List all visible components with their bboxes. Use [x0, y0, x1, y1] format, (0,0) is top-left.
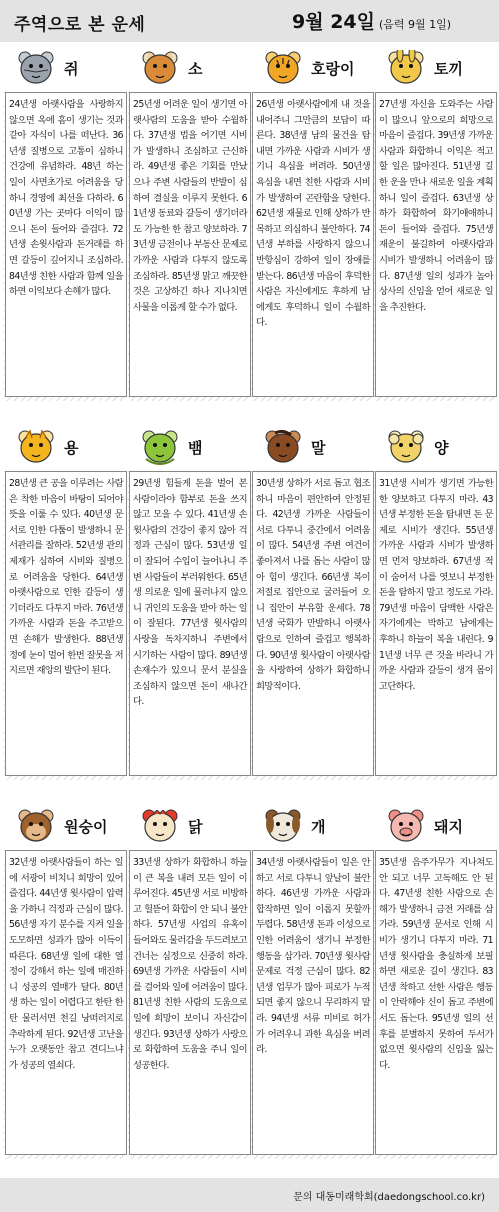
zodiac-name: 말: [311, 439, 326, 457]
rabbit-icon: [386, 50, 426, 86]
contact-info: 문의 대동미래학회(daedongschool.co.kr): [293, 1192, 485, 1203]
page-title: 주역으로 본 운세: [14, 15, 146, 35]
fortune-text: 31년생 시비가 생기면 가능한 한 양보하고 다투지 마라. 43년생 부정한 돈을 탐내면 돈 문제로 시비가 생긴다. 55년생 가까운 사람과 시비가 발생하면 먼저 양보하라. 67년생 적이 숨어서 나를 엿보니 부정한 돈을 탐하지 말고 정도로 가라. 79년생 마음이 담백한 사람은 자기에게는 박하고 남에게는 후하니 하늘이 복을 내린다. 91년생 너무 큰 것을 바라니 가까운 사람과 갈등이 생겨 몸이 고단하다.: [379, 478, 493, 692]
zodiac-header: [4, 48, 125, 88]
fortune-box: [129, 92, 251, 397]
fortune-box: [5, 850, 127, 1155]
fortune-panel: [374, 471, 497, 780]
zodiac-name: 토끼: [434, 60, 463, 78]
fortune-panel: [374, 850, 497, 1159]
zodiac-header: [4, 427, 125, 467]
fortune-box: [252, 850, 374, 1155]
monkey-icon: [16, 808, 56, 844]
fortune-box: [375, 850, 497, 1155]
fortune-text: 32년생 아랫사람들이 하는 일에 서광이 비치니 희망이 있어 즐겁다. 44년생 윗사람이 압력을 가하니 걱정과 근심이 많다. 56년생 자기 분수를 지켜 일을 도모하면 성과가 많아 이득이 따른다. 68년생 일에 대한 열정이 강해서 하는 일에 매진하니 성공의 열매가 달다. 80년생 하는 일이 어렵다고 한탄 한탄 물러서면 천길 낭떠러지로 추락하게 된다. 92년생 고난을 누가 오랫동안 참고 견디느냐가 성공의 열쇠다.: [9, 857, 123, 1071]
zodiac-name: 닭: [188, 818, 203, 836]
tiger-icon: [263, 50, 303, 86]
fortune-panel: [128, 92, 251, 401]
rooster-icon: [140, 808, 180, 844]
sheep-icon: [386, 429, 426, 465]
fortune-box: [252, 471, 374, 776]
pig-icon: [386, 808, 426, 844]
fortune-panel: [251, 471, 374, 780]
fortune-text: 27년생 자신을 도와주는 사람이 많으니 앞으로의 희망으로 마음이 즐겁다. 39년생 가까운 사람과 화합하니 이익은 적고 할 일은 많아진다. 51년생 길한 운을 만나 새로운 일을 계획하니 일이 즐겁다. 63년생 상하가 화합하여 화기애애하니 돈이 들어와 즐겁다. 75년생 재운이 불길하여 아랫사람과 시비가 발생하니 어려움이 많다. 87년생 일의 성과가 높아 상사의 신임을 얻어 새로운 일을 추진한다.: [379, 99, 493, 313]
fortune-panel: [251, 850, 374, 1159]
zodiac-header: [4, 806, 125, 846]
zodiac-header: [251, 48, 372, 88]
fortune-box: [129, 471, 251, 776]
fortune-text: 34년생 아랫사람들이 일은 안 하고 서로 다투니 앞날이 불안하다. 46년생 가까운 사람과 합작하면 일이 이롭지 못할까 두렵다. 58년생 돈과 이성으로 인한 어려움이 생기니 부정한 행동을 삼가라. 70년생 윗사람 문제로 걱정 근심이 많다. 82년생 업무가 많아 피로가 누적되면 좋지 않으니 무리하지 말라. 94년생 서류 미비로 허가가 어려우니 과한 욕심을 버려라.: [256, 857, 370, 1056]
horse-icon: [263, 429, 303, 465]
zodiac-header: [374, 48, 495, 88]
fortune-text: 35년생 음주가무가 지나쳐도 안 되고 너무 고독해도 안 된다. 47년생 친한 사람으로 손해가 발생하니 금전 거래를 삼가라. 59년생 문서로 인해 시비가 생기니 다투지 마라. 71년생 윗사람을 충실하게 보필하면 새로운 길이 생긴다. 83년생 착하고 선한 사람은 행동이 안락해야 신이 돕고 주변에서도 돕는다. 95년생 일의 선후를 분별하지 못하여 두서가 없으면 윗사람의 신임을 잃는다.: [379, 857, 493, 1071]
zodiac-name: 돼지: [434, 818, 463, 836]
fortune-panel: [4, 850, 127, 1159]
zodiac-row: [0, 806, 499, 1166]
rat-icon: [16, 50, 56, 86]
fortune-text: 28년생 큰 공을 이루려는 사람은 착한 마음이 바탕이 되어야 뜻을 이룰 수 있다. 40년생 문서로 인한 다툼이 발생하니 문서관리를 잘하라. 52년생 관의 제재가 심하여 시비와 질병으로 어려움을 당한다. 64년생 아랫사람으로 인한 갈등이 생기더라도 다투지 마라. 76년생 가까운 사람과 돈을 주고받으면 손해가 발생한다. 88년생 정에 눈이 멀어 한번 잘못을 저지르면 재앙의 발단이 된다.: [9, 478, 123, 677]
snake-icon: [140, 429, 180, 465]
fortune-panel: [251, 92, 374, 401]
zodiac-header: [374, 427, 495, 467]
zodiac-header: [251, 806, 372, 846]
zodiac-name: 뱀: [188, 439, 203, 457]
ox-icon: [140, 50, 180, 86]
date-line: [292, 7, 451, 34]
header-bar: [0, 0, 499, 42]
fortune-text: 26년생 아랫사람에게 내 것을 내어주니 그만큼의 보답이 따른다. 38년생 남의 물건을 탐내면 가까운 사람과 시비가 생기니 욕심을 버려라. 50년생 욕심을 내면 친한 사람과 시비가 발생하여 곤란함을 당한다. 62년생 재물로 인해 상하가 반목하고 의심하니 불안하다. 74년생 부하를 사랑하지 않으니 반항심이 강하여 일이 장애를 받는다. 86년생 마음이 후덕한 사람은 자신에게도 후하게 남에게도 후덕하니 일이 수월하다.: [256, 99, 370, 329]
fortune-box: [129, 850, 251, 1155]
fortune-text: 25년생 어려운 일이 생기면 아랫사람의 도움을 받아 수월하다. 37년생 법을 어기면 시비가 발생하니 조심하고 근신하라. 49년생 좋은 기회를 만났으나 주변 사람들의 반발이 심하여 결실을 이루지 못한다. 61년생 동료와 갈등이 생기더라도 가능한 한 참고 양보하라. 73년생 금전이나 부동산 문제로 가까운 사람과 다투지 않도록 조심하라. 85년생 맑고 깨끗한 것은 고상하긴 하나 지나치면 사물을 이롭게 할 수가 없다.: [133, 99, 247, 313]
lunar-date: (음력 9월 1일): [378, 18, 452, 31]
fortune-box: [5, 92, 127, 397]
zodiac-header: [128, 48, 249, 88]
zodiac-name: 쥐: [64, 60, 79, 78]
zodiac-header: [251, 427, 372, 467]
zodiac-name: 원숭이: [64, 818, 108, 836]
dog-icon: [263, 808, 303, 844]
fortune-panel: [128, 850, 251, 1159]
footer-bar: [0, 1178, 499, 1212]
fortune-text: 24년생 아랫사람을 사랑하지 않으면 옥에 흠이 생기는 것과 같아 자식이 나를 떠난다. 36년생 질병으로 고통이 심하니 건강에 유념하라. 48년 하는 일이 사면초가로 어려움을 당하니 경영에 최선을 다하라. 60년생 가는 곳마다 이익이 많으니 돈이 들어와 즐겁다. 72년생 손윗사람과 돈거래를 하면 갈등이 깊어지니 조심하라. 84년생 친한 사람과 함께 일을 하면 이익보다 손해가 많다.: [9, 99, 123, 298]
zodiac-header: [128, 806, 249, 846]
zodiac-name: 양: [434, 439, 449, 457]
fortune-box: [5, 471, 127, 776]
dragon-icon: [16, 429, 56, 465]
fortune-box: [252, 92, 374, 397]
zodiac-name: 용: [64, 439, 79, 457]
zodiac-row: [0, 48, 499, 408]
solar-date: 9월 24일: [292, 11, 375, 33]
fortune-panel: [4, 92, 127, 401]
fortune-text: 30년생 상하가 서로 돕고 협조하니 마음이 편안하여 안정된다. 42년생 가까운 사람들이 서로 다투니 중간에서 어려움이 많다. 54년생 주변 여건이 좋아져서 나를 돕는 사람이 많아 힘이 생긴다. 66년생 복이 저절로 집안으로 굴러들어 오니 집안이 부유할 운세다. 78년생 국화가 만발하니 아랫사람으로 인하여 즐겁고 행복하다. 90년생 윗사람이 아랫사람을 사랑하여 상하가 화합하니 희망적이다.: [256, 478, 370, 692]
fortune-panel: [128, 471, 251, 780]
zodiac-name: 소: [188, 60, 203, 78]
fortune-text: 29년생 힘들게 돈을 벌어 본 사람이라야 함부로 돈을 쓰지 않고 모을 수 있다. 41년생 손윗사람의 건강이 좋지 않아 걱정과 근심이 많다. 53년생 일이 잘되어 수입이 늘어나니 주변 사람들이 부러워한다. 65년생 의로운 일에 물러나지 않으니 귀인의 도움을 받아 하는 일이 잘된다. 77년생 윗사람의 사랑을 독차지하니 주변에서 시기하는 사람이 많다. 89년생 손재수가 있으니 문서 분실을 조심하지 않으면 돈이 새나간다.: [133, 478, 247, 708]
fortune-box: [375, 471, 497, 776]
fortune-box: [375, 92, 497, 397]
fortune-panel: [4, 471, 127, 780]
zodiac-name: 호랑이: [311, 60, 355, 78]
zodiac-header: [374, 806, 495, 846]
fortune-panel: [374, 92, 497, 401]
zodiac-header: [128, 427, 249, 467]
zodiac-name: 개: [311, 818, 326, 836]
fortune-text: 33년생 상하가 화합하니 하늘이 큰 복을 내려 모든 일이 이루어진다. 45년생 서로 비방하고 헐뜯어 화합이 안 되니 불안하다. 57년생 사업의 유혹이 들어와도 물러감을 두드려보고 건너는 심정으로 신중히 하라. 69년생 가까운 사람들이 시비를 걸어와 일에 어려움이 많다. 81년생 친한 사람의 도움으로 일에 희망이 보이니 자신감이 생긴다. 93년생 상하가 사랑으로 화합하여 도움을 주니 일이 성공한다.: [133, 857, 247, 1071]
zodiac-row: [0, 427, 499, 787]
